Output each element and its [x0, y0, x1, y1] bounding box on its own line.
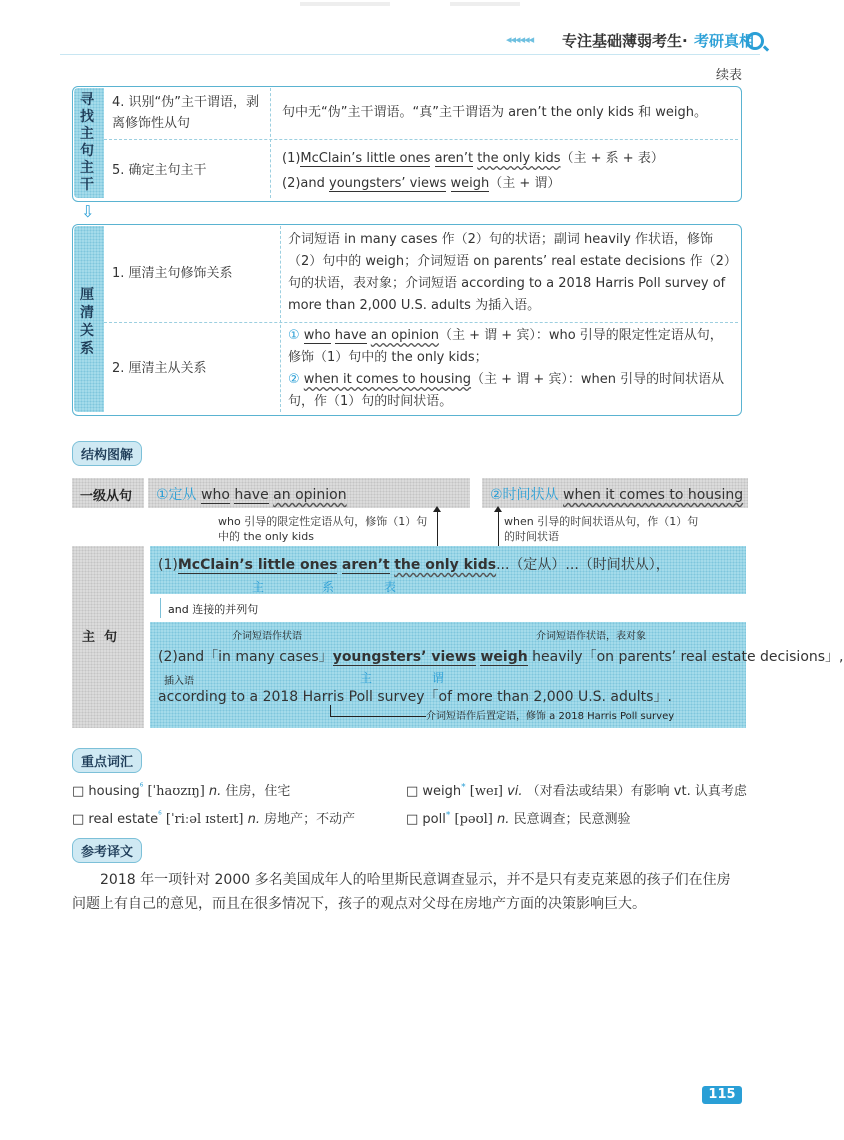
- header-brand: 考研真相: [694, 32, 755, 50]
- step-2-content: ① who have an opinion（主 + 谓 + 宾）：who 引导的限定性定语从句，修饰（1）句中的 the only kids； ② when it comes to housing（主 + 谓 + 宾）：when 引导的时间状语从句，作（1）句的时间状语。: [288, 328, 725, 409]
- sentence2: (2)and「in many cases」youngsters’ views weigh heavily「on parents’ real estate decisions」,: [158, 649, 844, 665]
- search-icon: [746, 32, 764, 50]
- clause1-text: ①定从 who have an opinion: [156, 487, 347, 503]
- sentence1: (1)McClain’s little ones aren’t the only kids...（定从）...（时间状从），: [158, 557, 670, 573]
- structure-diagram-title: 结构图解: [72, 441, 142, 466]
- header: [0, 0, 800, 83]
- note-clause2: when 引导的时间状语从句，作（1）句 的时间状语: [504, 515, 699, 543]
- step-5: 5. 确定主句主干: [112, 163, 207, 178]
- translation-text: 2018 年一项针对 2000 多名美国成年人的哈里斯民意调查显示，并不是只有麦克莱恩的孩子们在住房问题上有自己的意见，而且在很多情况下，孩子的观点对父母在房地产方面的决策影响巨大。: [72, 872, 731, 912]
- arrow-up-icon: [437, 510, 438, 546]
- down-arrow-icon: ⇩: [81, 202, 95, 221]
- page-number: 115: [702, 1086, 742, 1104]
- vocab-item-weigh: □ weigh* [weɪ] vi. （对看法或结果）有影响 vt. 认真考虑: [406, 782, 747, 799]
- label-predicative: 表: [384, 580, 397, 594]
- header-arrows: ◂◂◂◂◂◂: [506, 33, 534, 46]
- step-5-line1: (1)McClain’s little ones aren’t the only kids（主 + 系 + 表）: [282, 151, 664, 166]
- anno-adverbial-1: 介词短语作状语: [232, 631, 302, 642]
- step-5-line2: (2)and youngsters’ views weigh（主 + 谓）: [282, 176, 561, 191]
- main-label: 主 句: [82, 630, 118, 645]
- section1-side-label: 寻找主句主干: [80, 92, 94, 193]
- label-subject: 主: [252, 580, 265, 594]
- vocab-item-poll: □ poll* [pəʊl] n. 民意调查；民意测验: [406, 810, 631, 827]
- sentence3: according to a 2018 Harris Poll survey「of more than 2,000 U.S. adults」.: [158, 689, 672, 705]
- step-4-content: 句中无“伪”主干谓语。“真”主干谓语为 aren’t the only kids 和 weigh。: [282, 105, 707, 120]
- step-1-content: 介词短语 in many cases 作（2）句的状语；副词 heavily 作状语，修饰（2）句中的 weigh；介词短语 on parents’ real estate decisions 作（2）句的状语，表对象；介词短语 according to a 2018 Harris Poll survey of more than 2,000 U.S. adults 为插入语。: [288, 232, 731, 313]
- anno-postmodifier: 介词短语作后置定语，修饰 a 2018 Harris Poll survey: [426, 711, 675, 722]
- vocab-item-housing: □ housing$^{^6}$ [ˈhaʊzɪŋ] n. 住房，住宅: [72, 782, 291, 799]
- step-1: 1. 厘清主句修饰关系: [112, 266, 233, 281]
- step-2: 2. 厘清主从关系: [112, 361, 207, 376]
- note-clause1: who 引导的限定性定语从句，修饰（1）句 中的 the only kids: [218, 515, 428, 543]
- vocab-item-real-estate: □ real estate$^{^6}$ [ˈriːəl ɪsteɪt] n. 房地产；不动产: [72, 810, 356, 827]
- anno-insertion: 插入语: [164, 676, 194, 687]
- label-copula: 系: [322, 580, 335, 594]
- level1-label: 一级从句: [80, 489, 133, 504]
- continued-label: 续表: [716, 68, 743, 83]
- clause2-text: ②时间状从 when it comes to housing: [490, 487, 744, 503]
- header-slogan: 专注基础薄弱考生·: [562, 32, 688, 50]
- connector-note: and 连接的并列句: [168, 603, 259, 616]
- step-4: 4. 识别“伪”主干谓语，剥离修饰性从句: [112, 95, 260, 131]
- vocab-title: 重点词汇: [72, 748, 142, 773]
- label-verb-2: 谓: [432, 671, 445, 685]
- translation-title: 参考译文: [72, 838, 142, 863]
- label-subject-2: 主: [360, 671, 373, 685]
- section2-side-label: 厘清关系: [80, 287, 94, 357]
- anno-adverbial-2: 介词短语作状语，表对象: [536, 631, 646, 642]
